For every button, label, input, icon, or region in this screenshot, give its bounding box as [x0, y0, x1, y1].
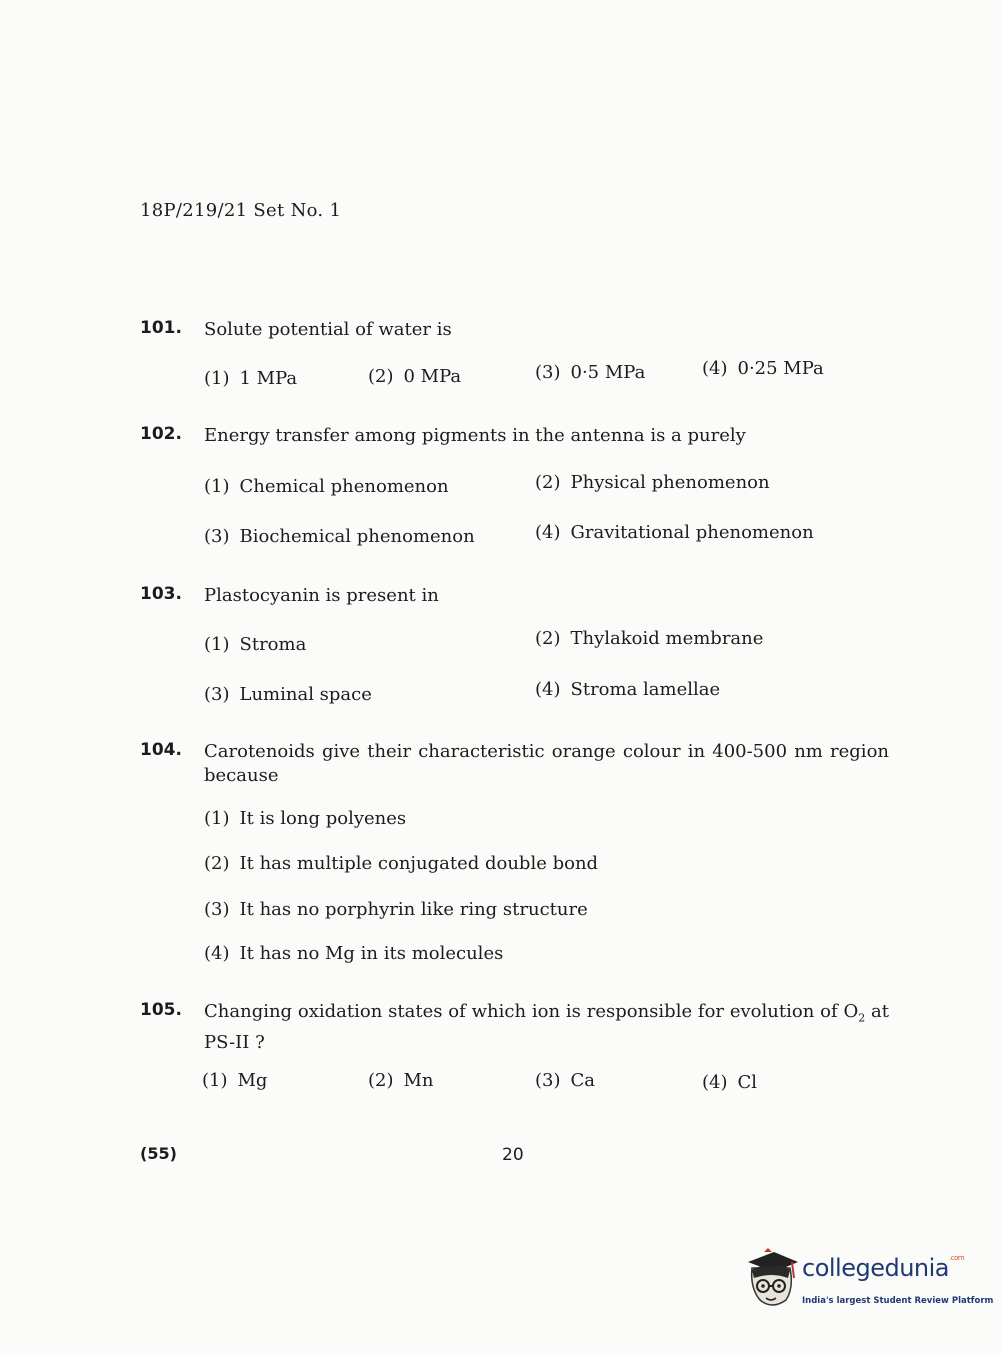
- option-3: (3) Luminal space: [204, 684, 372, 705]
- page-number: 20: [502, 1145, 524, 1165]
- option-1: (1) Mg: [202, 1070, 268, 1091]
- question-text: Energy transfer among pigments in the antenna is a purely: [204, 425, 746, 446]
- exam-set-code: 18P/219/21 Set No. 1: [140, 200, 342, 221]
- option-3: (3) Ca: [535, 1070, 596, 1091]
- question-text: Changing oxidation states of which ion is responsible for evolution of $O_2$ at PS-II ?: [204, 1001, 889, 1053]
- question-number: 102.: [140, 424, 182, 444]
- option-2: (2) Mn: [368, 1070, 434, 1091]
- option-4: (4) It has no Mg in its molecules: [204, 943, 504, 964]
- question-number: 101.: [140, 318, 182, 338]
- collegedunia-logo: [742, 1248, 994, 1318]
- option-4: (4) Stroma lamellae: [535, 679, 721, 700]
- option-2: (2) Physical phenomenon: [535, 472, 770, 493]
- question-text: Carotenoids give their characteristic orange colour in 400-500 nm region because: [204, 741, 889, 786]
- option-4: (4) Gravitational phenomenon: [535, 522, 814, 543]
- brand-name: collegedunia$^{.com}$: [802, 1254, 965, 1282]
- option-3: (3) Biochemical phenomenon: [204, 526, 475, 547]
- option-1: (1) Stroma: [204, 634, 307, 655]
- option-3: (3) 0·5 MPa: [535, 362, 646, 383]
- option-1: (1) It is long polyenes: [204, 808, 407, 829]
- option-3: (3) It has no porphyrin like ring structure: [204, 899, 588, 920]
- option-2: (2) 0 MPa: [368, 366, 462, 387]
- option-4: (4) Cl: [702, 1072, 758, 1093]
- question-number: 105.: [140, 1000, 182, 1020]
- option-4: (4) 0·25 MPa: [702, 358, 824, 379]
- question-number: 103.: [140, 584, 182, 604]
- option-2: (2) It has multiple conjugated double bond: [204, 853, 599, 874]
- mascot-icon: [742, 1248, 798, 1314]
- option-1: (1) Chemical phenomenon: [204, 476, 449, 497]
- option-1: (1) 1 MPa: [204, 368, 298, 389]
- question-text: Plastocyanin is present in: [204, 585, 439, 606]
- option-2: (2) Thylakoid membrane: [535, 628, 764, 649]
- question-text: Solute potential of water is: [204, 319, 452, 340]
- brand-tagline: India's largest Student Review Platform: [802, 1296, 994, 1306]
- question-number: 104.: [140, 740, 182, 760]
- paper-code: (55): [140, 1144, 177, 1163]
